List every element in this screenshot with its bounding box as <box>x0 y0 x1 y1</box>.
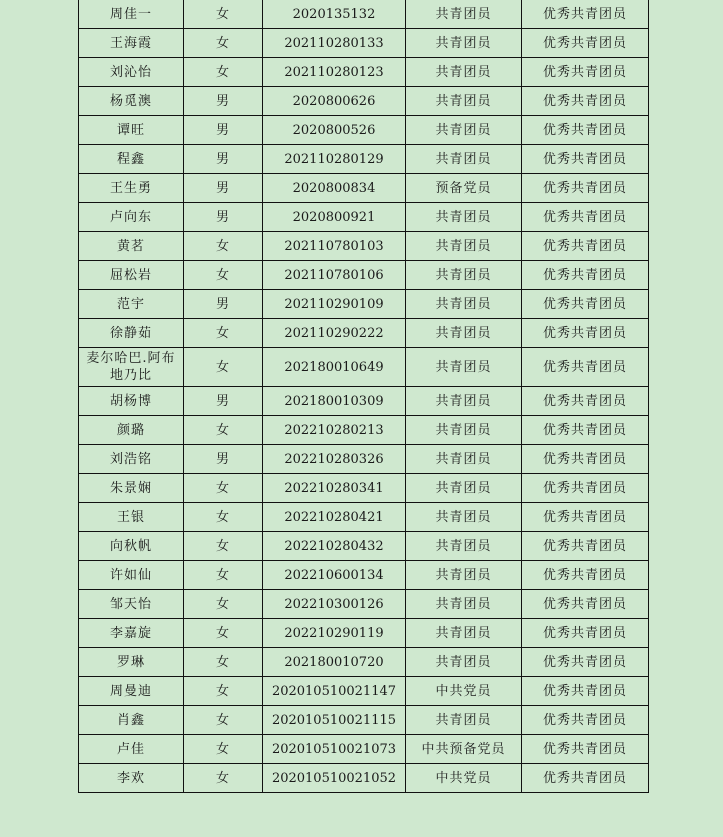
award-cell: 优秀共青团员 <box>522 764 649 793</box>
award-cell: 优秀共青团员 <box>522 319 649 348</box>
award-cell: 优秀共青团员 <box>522 290 649 319</box>
student-name-cell: 屈松岩 <box>79 261 184 290</box>
student-id-cell: 202180010720 <box>263 648 406 677</box>
table-row <box>79 648 649 677</box>
political-status-cell: 共青团员 <box>406 203 522 232</box>
student-name-cell: 周曼迪 <box>79 677 184 706</box>
gender-cell: 男 <box>184 387 263 416</box>
award-cell: 优秀共青团员 <box>522 474 649 503</box>
award-cell: 优秀共青团员 <box>522 174 649 203</box>
political-status-cell: 共青团员 <box>406 232 522 261</box>
gender-cell: 男 <box>184 445 263 474</box>
award-cell: 优秀共青团员 <box>522 648 649 677</box>
award-cell: 优秀共青团员 <box>522 416 649 445</box>
table-row <box>79 174 649 203</box>
table-row <box>79 348 649 387</box>
table-row <box>79 445 649 474</box>
table-row <box>79 319 649 348</box>
award-cell: 优秀共青团员 <box>522 232 649 261</box>
student-name-cell: 李嘉旋 <box>79 619 184 648</box>
student-name-cell: 李欢 <box>79 764 184 793</box>
award-cell: 优秀共青团员 <box>522 706 649 735</box>
table-row <box>79 474 649 503</box>
student-id-cell: 202010510021147 <box>263 677 406 706</box>
student-name-cell: 程鑫 <box>79 145 184 174</box>
student-name-cell: 杨觅澳 <box>79 87 184 116</box>
student-id-cell: 2020135132 <box>263 0 406 29</box>
gender-cell: 女 <box>184 648 263 677</box>
student-name-cell: 卢佳 <box>79 735 184 764</box>
student-name-cell: 麦尔哈巴.阿布地乃比 <box>79 348 184 387</box>
student-name-cell: 王银 <box>79 503 184 532</box>
table-row <box>79 677 649 706</box>
gender-cell: 女 <box>184 0 263 29</box>
student-id-cell: 202010510021052 <box>263 764 406 793</box>
award-cell: 优秀共青团员 <box>522 203 649 232</box>
table-row <box>79 29 649 58</box>
student-name-cell: 王生勇 <box>79 174 184 203</box>
student-name-cell: 徐静茹 <box>79 319 184 348</box>
gender-cell: 女 <box>184 590 263 619</box>
student-id-cell: 202210280421 <box>263 503 406 532</box>
political-status-cell: 共青团员 <box>406 87 522 116</box>
student-name-cell: 朱景娴 <box>79 474 184 503</box>
student-name-cell: 邹天怡 <box>79 590 184 619</box>
student-id-cell: 202210290119 <box>263 619 406 648</box>
table-row <box>79 261 649 290</box>
student-name-cell: 胡杨博 <box>79 387 184 416</box>
political-status-cell: 共青团员 <box>406 503 522 532</box>
award-cell: 优秀共青团员 <box>522 619 649 648</box>
table-row <box>79 503 649 532</box>
student-name-cell: 卢向东 <box>79 203 184 232</box>
political-status-cell: 共青团员 <box>406 532 522 561</box>
table-row <box>79 561 649 590</box>
table-row <box>79 58 649 87</box>
roster-table-body <box>79 0 649 793</box>
political-status-cell: 共青团员 <box>406 387 522 416</box>
political-status-cell: 共青团员 <box>406 445 522 474</box>
political-status-cell: 共青团员 <box>406 0 522 29</box>
roster-table-container <box>78 0 648 793</box>
award-cell: 优秀共青团员 <box>522 29 649 58</box>
gender-cell: 女 <box>184 348 263 387</box>
political-status-cell: 中共预备党员 <box>406 735 522 764</box>
table-row <box>79 764 649 793</box>
student-id-cell: 202210600134 <box>263 561 406 590</box>
award-cell: 优秀共青团员 <box>522 387 649 416</box>
student-name-cell: 肖鑫 <box>79 706 184 735</box>
student-id-cell: 202110280123 <box>263 58 406 87</box>
student-id-cell: 202180010309 <box>263 387 406 416</box>
student-id-cell: 202110780103 <box>263 232 406 261</box>
student-id-cell: 202010510021115 <box>263 706 406 735</box>
student-id-cell: 202010510021073 <box>263 735 406 764</box>
student-name-cell: 周佳一 <box>79 0 184 29</box>
political-status-cell: 共青团员 <box>406 416 522 445</box>
table-row <box>79 387 649 416</box>
student-id-cell: 202180010649 <box>263 348 406 387</box>
table-row <box>79 290 649 319</box>
student-id-cell: 2020800834 <box>263 174 406 203</box>
table-row <box>79 416 649 445</box>
student-name-cell: 刘沁怡 <box>79 58 184 87</box>
table-row <box>79 232 649 261</box>
award-cell: 优秀共青团员 <box>522 590 649 619</box>
gender-cell: 男 <box>184 87 263 116</box>
student-id-cell: 202110290222 <box>263 319 406 348</box>
political-status-cell: 共青团员 <box>406 290 522 319</box>
gender-cell: 女 <box>184 29 263 58</box>
table-row <box>79 0 649 29</box>
student-name-cell: 罗琳 <box>79 648 184 677</box>
student-name-cell: 刘浩铭 <box>79 445 184 474</box>
political-status-cell: 共青团员 <box>406 561 522 590</box>
political-status-cell: 中共党员 <box>406 677 522 706</box>
gender-cell: 女 <box>184 474 263 503</box>
gender-cell: 女 <box>184 319 263 348</box>
student-id-cell: 202110280133 <box>263 29 406 58</box>
political-status-cell: 共青团员 <box>406 58 522 87</box>
political-status-cell: 共青团员 <box>406 706 522 735</box>
table-row <box>79 87 649 116</box>
student-name-cell: 黄茗 <box>79 232 184 261</box>
political-status-cell: 共青团员 <box>406 116 522 145</box>
award-cell: 优秀共青团员 <box>522 735 649 764</box>
student-id-cell: 202110290109 <box>263 290 406 319</box>
gender-cell: 女 <box>184 532 263 561</box>
student-name-cell: 向秋帆 <box>79 532 184 561</box>
student-name-cell: 许如仙 <box>79 561 184 590</box>
gender-cell: 女 <box>184 764 263 793</box>
political-status-cell: 共青团员 <box>406 348 522 387</box>
award-cell: 优秀共青团员 <box>522 561 649 590</box>
award-cell: 优秀共青团员 <box>522 677 649 706</box>
table-row <box>79 619 649 648</box>
table-row <box>79 116 649 145</box>
political-status-cell: 共青团员 <box>406 319 522 348</box>
award-cell: 优秀共青团员 <box>522 0 649 29</box>
political-status-cell: 共青团员 <box>406 619 522 648</box>
gender-cell: 男 <box>184 290 263 319</box>
political-status-cell: 共青团员 <box>406 145 522 174</box>
gender-cell: 女 <box>184 735 263 764</box>
table-row <box>79 735 649 764</box>
gender-cell: 男 <box>184 145 263 174</box>
political-status-cell: 中共党员 <box>406 764 522 793</box>
award-cell: 优秀共青团员 <box>522 445 649 474</box>
table-row <box>79 532 649 561</box>
table-row <box>79 590 649 619</box>
student-name-cell: 王海霞 <box>79 29 184 58</box>
political-status-cell: 共青团员 <box>406 261 522 290</box>
student-id-cell: 202210280326 <box>263 445 406 474</box>
gender-cell: 女 <box>184 619 263 648</box>
award-cell: 优秀共青团员 <box>522 348 649 387</box>
award-cell: 优秀共青团员 <box>522 145 649 174</box>
gender-cell: 男 <box>184 203 263 232</box>
student-id-cell: 202110780106 <box>263 261 406 290</box>
student-name-cell: 范宇 <box>79 290 184 319</box>
student-id-cell: 202110280129 <box>263 145 406 174</box>
award-cell: 优秀共青团员 <box>522 532 649 561</box>
student-name-cell: 颜璐 <box>79 416 184 445</box>
award-cell: 优秀共青团员 <box>522 503 649 532</box>
student-id-cell: 202210300126 <box>263 590 406 619</box>
student-name-cell: 谭旺 <box>79 116 184 145</box>
table-row <box>79 706 649 735</box>
award-cell: 优秀共青团员 <box>522 116 649 145</box>
roster-table <box>78 0 649 793</box>
student-id-cell: 2020800626 <box>263 87 406 116</box>
political-status-cell: 共青团员 <box>406 474 522 503</box>
table-row <box>79 203 649 232</box>
student-id-cell: 2020800526 <box>263 116 406 145</box>
political-status-cell: 共青团员 <box>406 590 522 619</box>
gender-cell: 女 <box>184 706 263 735</box>
political-status-cell: 共青团员 <box>406 29 522 58</box>
student-id-cell: 202210280432 <box>263 532 406 561</box>
award-cell: 优秀共青团员 <box>522 87 649 116</box>
gender-cell: 女 <box>184 416 263 445</box>
student-id-cell: 2020800921 <box>263 203 406 232</box>
award-cell: 优秀共青团员 <box>522 261 649 290</box>
table-row <box>79 145 649 174</box>
gender-cell: 女 <box>184 561 263 590</box>
gender-cell: 女 <box>184 232 263 261</box>
gender-cell: 女 <box>184 677 263 706</box>
political-status-cell: 预备党员 <box>406 174 522 203</box>
gender-cell: 女 <box>184 503 263 532</box>
gender-cell: 男 <box>184 116 263 145</box>
gender-cell: 男 <box>184 174 263 203</box>
gender-cell: 女 <box>184 58 263 87</box>
political-status-cell: 共青团员 <box>406 648 522 677</box>
award-cell: 优秀共青团员 <box>522 58 649 87</box>
student-id-cell: 202210280341 <box>263 474 406 503</box>
student-id-cell: 202210280213 <box>263 416 406 445</box>
gender-cell: 女 <box>184 261 263 290</box>
